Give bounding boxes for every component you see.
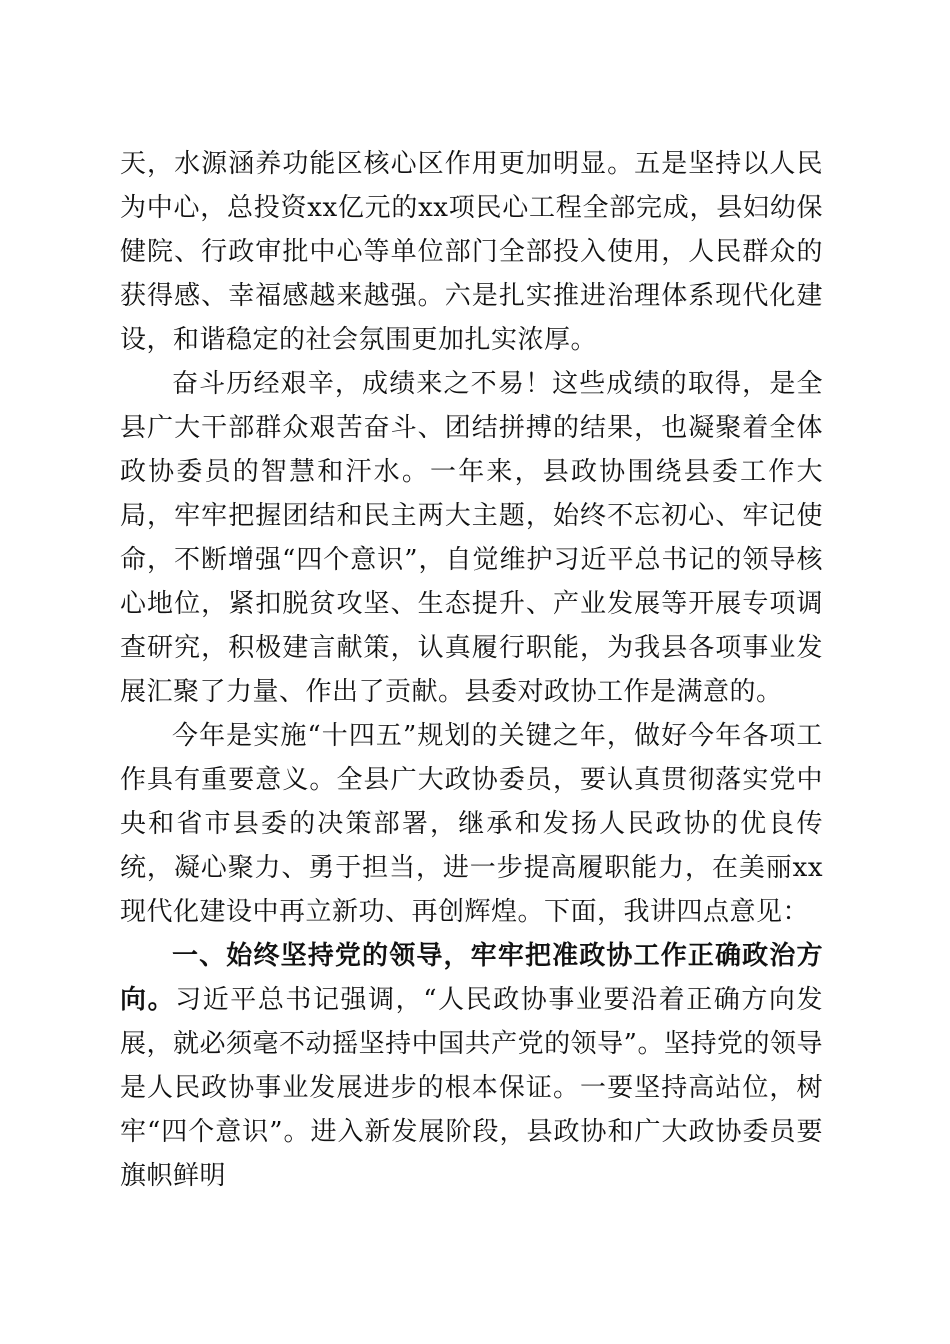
paragraph-1: 天，水源涵养功能区核心区作用更加明显。五是坚持以人民为中心，总投资xx亿元的xx项民心工程全部完成，县妇幼保健院、行政审批中心等单位部门全部投入使用，人民群众的获得感、幸福感越来越强。六是扎实推进治理体系现代化建设，和谐稳定的社会氛围更加扎实浓厚。 [120, 149, 823, 355]
paragraph-3: 今年是实施“十四五”规划的关键之年，做好今年各项工作具有重要意义。全县广大政协委员，要认真贯彻落实党中央和省市县委的决策部署，继承和发扬人民政协的优良传统，凝心聚力、勇于担当，进一步提高履职能力，在美丽xx现代化建设中再立新功、再创辉煌。下面，我讲四点意见： [120, 721, 823, 927]
section-paragraph [120, 934, 823, 1198]
paragraph-2: 奋斗历经艰辛，成绩来之不易！这些成绩的取得，是全县广大干部群众艰苦奋斗、团结拼搏的结果，也凝聚着全体政协委员的智慧和汗水。一年来，县政协围绕县委工作大局，牢牢把握团结和民主两大主题，始终不忘初心、牢记使命，不断增强“四个意识”，自觉维护习近平总书记的领导核心地位，紧扣脱贫攻坚、生态提升、产业发展等开展专项调查研究，积极建言献策，认真履行职能，为我县各项事业发展汇聚了力量、作出了贡献。县委对政协工作是满意的。 [120, 369, 823, 707]
document-body [120, 142, 823, 1198]
section-heading: 一、始终坚持党的领导，牢牢把准政协工作正确政治方向。 [120, 941, 823, 1015]
section-body: 习近平总书记强调，“人民政协事业要沿着正确方向发展，就必须毫不动摇坚持中国共产党的领导”。坚持党的领导是人民政协事业发展进步的根本保证。一要坚持高站位，树牢“四个意识”。进入新发展阶段，县政协和广大政协委员要旗帜鲜明 [120, 985, 823, 1191]
